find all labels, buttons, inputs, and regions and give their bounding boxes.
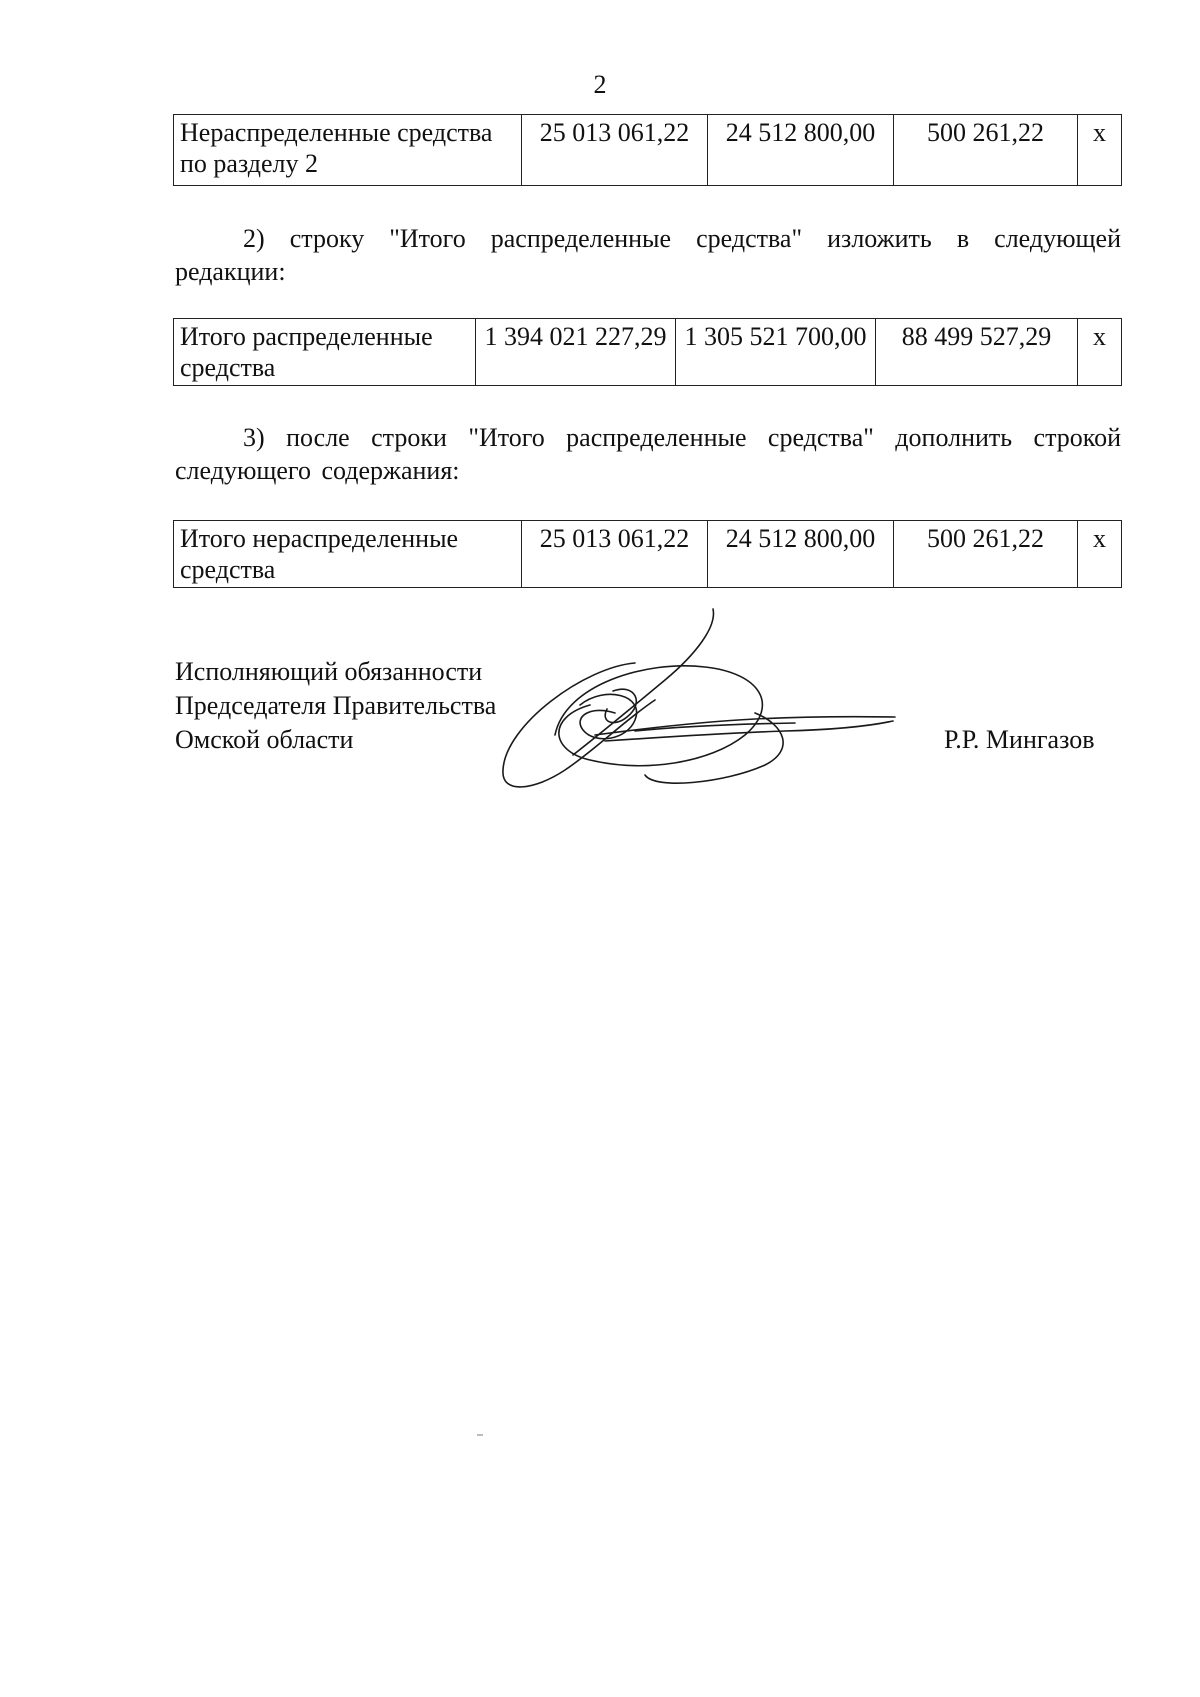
- position-line: Исполняющий обязанности: [175, 657, 483, 686]
- amount-cell: 1 305 521 700,00: [676, 319, 876, 386]
- table-total-unallocated: [173, 520, 1122, 588]
- paragraph-item-3: 3) после строки "Итого распределенные средства" дополнить строкой следующего содержания:: [175, 423, 1121, 485]
- amount-cell: 25 013 061,22: [522, 115, 708, 186]
- amount-cell: 25 013 061,22: [522, 521, 708, 588]
- table-unallocated-section-2: [173, 114, 1122, 186]
- table-row: [174, 521, 1122, 588]
- signature-stroke: [573, 609, 713, 755]
- signatory-name: Р.Р. Мингазов: [944, 725, 1095, 754]
- amount-cell: 1 394 021 227,29: [476, 319, 676, 386]
- handwritten-signature: [495, 605, 935, 805]
- amount-cell: 24 512 800,00: [708, 521, 894, 588]
- table-row: [174, 319, 1122, 386]
- scan-artifact: [477, 1434, 483, 1436]
- mark-cell: х: [1078, 115, 1122, 186]
- amount-cell: 88 499 527,29: [876, 319, 1078, 386]
- row-label: Итого распределенные средства: [174, 319, 476, 386]
- table-total-allocated: [173, 318, 1122, 386]
- amount-cell: 24 512 800,00: [708, 115, 894, 186]
- mark-cell: х: [1078, 319, 1122, 386]
- row-label: Итого нераспределенные средства: [174, 521, 522, 588]
- row-label: Нераспределенные средства по разделу 2: [174, 115, 522, 186]
- position-line: Омской области: [175, 725, 354, 754]
- paragraph-item-2: 2) строку "Итого распределенные средства" изложить в следующей редакции:: [175, 224, 1121, 286]
- table-row: [174, 115, 1122, 186]
- mark-cell: х: [1078, 521, 1122, 588]
- signature-stroke: [555, 666, 762, 766]
- page-number: 2: [593, 70, 607, 99]
- position-line: Председателя Правительства: [175, 691, 497, 720]
- amount-cell: 500 261,22: [894, 521, 1078, 588]
- signatory-position: [175, 655, 496, 757]
- amount-cell: 500 261,22: [894, 115, 1078, 186]
